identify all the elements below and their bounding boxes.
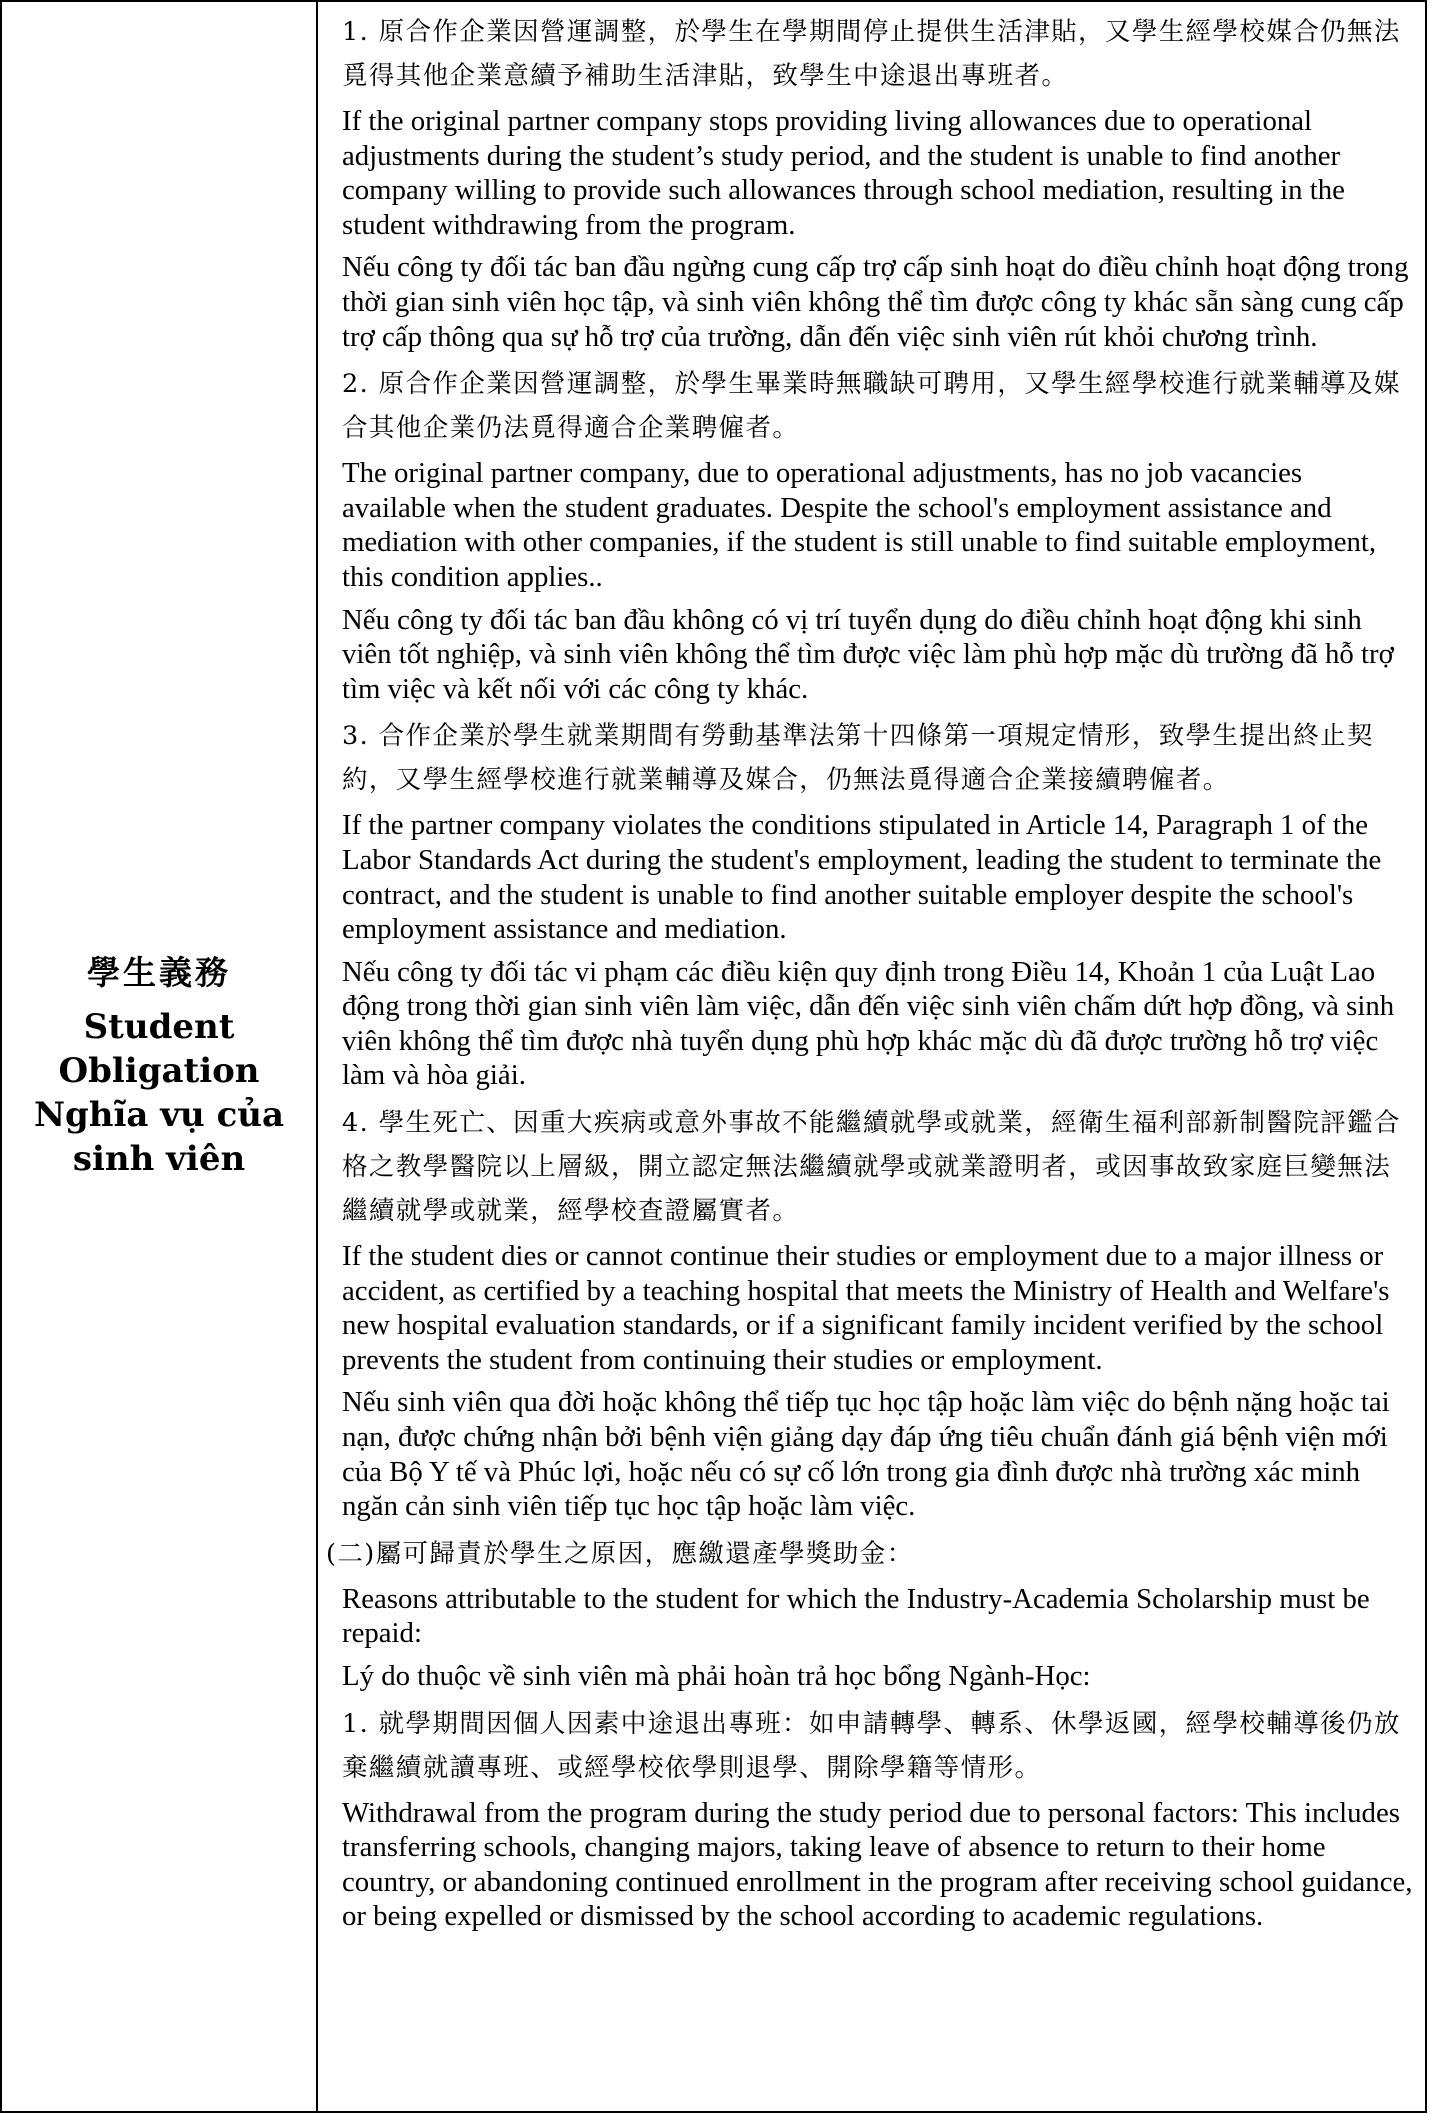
section-2-heading-zh: (二)屬可歸責於學生之原因，應繳還產學獎助金： [326,1538,914,1569]
section-2-heading-en: Reasons attributable to the student for which the Industry-Academia Scholarship must be repaid: [342,1582,1370,1650]
item-3-zh: 3. 合作企業於學生就業期間有勞動基準法第十四條第一項規定情形，致學生提出終止契約，又學生經學校進行就業輔導及媒合，仍無法覓得適合企業接續聘僱者。 [342,721,1374,796]
row-header-title [2,933,316,1181]
section-2-heading-vi: Lý do thuộc về sinh viên mà phải hoàn trả học bổng Ngành-Học: [342,1660,1091,1692]
row-header-en: Student Obligation [58,1006,260,1091]
content-cell [318,2,1425,2111]
row-header-zh: 學生義務 [87,952,231,992]
item-1-zh: 1. 原合作企業因營運調整，於學生在學期間停止提供生活津貼，又學生經學校媒合仍無法覓得其他企業意續予補助生活津貼，致學生中途退出專班者。 [342,17,1401,91]
item-2-en: The original partner company, due to operational adjustments, has no job vacancies available when the student graduates. Despite the school's employment assistance and mediation with other companies, if the student is still unable to find suitable employment, this condition applies.. [342,457,1377,593]
item-2-vi: Nếu công ty đối tác ban đầu không có vị trí tuyển dụng do điều chỉnh hoạt động khi sinh viên tốt nghiệp, và sinh viên không thể tìm được việc làm phù hợp mặc dù trường đã hỗ trợ tìm việc và kết nối với các công ty khác. [342,603,1394,705]
section-2-item-1-en: Withdrawal from the program during the study period due to personal factors: This includes transferring schools, changing majors, taking leave of absence to return to their home country, or abandoning continued enrollment in the program after receiving school guidance, or being expelled or dismissed by the school according to academic regulations. [342,1796,1413,1933]
item-3-en: If the partner company violates the conditions stipulated in Article 14, Paragraph 1 of the Labor Standards Act during the student's employment, leading the student to terminate the contract, and the student is unable to find another suitable employer despite the school's employment assistance and mediation. [342,809,1382,946]
item-4-en: If the student dies or cannot continue their studies or employment due to a major illness or accident, as certified by a teaching hospital that meets the Ministry of Health and Welfare's new hospital evaluation standards, or if a significant family incident verified by the school prevents the student from continuing their studies or employment. [342,1240,1390,1376]
item-1-en: If the original partner company stops providing living allowances due to operational adjustments during the student’s study period, and the student is unable to find another company willing to provide such allowances through school mediation, resulting in the student withdrawing from the program. [342,105,1345,241]
item-2-zh: 2. 原合作企業因營運調整，於學生畢業時無職缺可聘用，又學生經學校進行就業輔導及媒合其他企業仍法覓得適合企業聘僱者。 [342,369,1401,444]
item-4-vi: Nếu sinh viên qua đời hoặc không thể tiếp tục học tập hoặc làm việc do bệnh nặng hoặc tai nạn, được chứng nhận bởi bệnh viện giảng dạy đáp ứng tiêu chuẩn đánh giá bệnh viện mới của Bộ Y tế và Phúc lợi, hoặc nếu có sự cố lớn trong gia đình được nhà trường xác minh ngăn cản sinh viên tiếp tục học tập hoặc làm việc. [342,1386,1390,1523]
item-4-zh: 4. 學生死亡、因重大疾病或意外事故不能繼續就學或就業，經衛生福利部新制醫院評鑑合格之教學醫院以上層級，開立認定無法繼續就學或就業證明者，或因事故致家庭巨變無法繼續就學或就業，經學校查證屬實者。 [342,1108,1401,1227]
item-3-vi: Nếu công ty đối tác vi phạm các điều kiện quy định trong Điều 14, Khoản 1 của Luật Lao động trong thời gian sinh viên làm việc, dẫn đến việc sinh viên chấm dứt hợp đồng, và sinh viên không thể tìm được nhà tuyển dụng phù hợp khác mặc dù đã được trường hỗ trợ việc làm và hòa giải. [342,955,1395,1092]
row-header-cell [2,2,318,2111]
row-header-vi: Nghĩa vụ của sinh viên [33,1094,285,1179]
item-1-vi: Nếu công ty đối tác ban đầu ngừng cung cấp trợ cấp sinh hoạt do điều chỉnh hoạt động trong thời gian sinh viên học tập, và sinh viên không thể tìm được công ty khác sẵn sàng cung cấp trợ cấp thông qua sự hỗ trợ của trường, dẫn đến việc sinh viên rút khỏi chương trình. [342,251,1409,353]
section-2-item-1-zh: 1. 就學期間因個人因素中途退出專班：如申請轉學、轉系、休學返國，經學校輔導後仍放棄繼續就讀專班、或經學校依學則退學、開除學籍等情形。 [342,1708,1401,1783]
